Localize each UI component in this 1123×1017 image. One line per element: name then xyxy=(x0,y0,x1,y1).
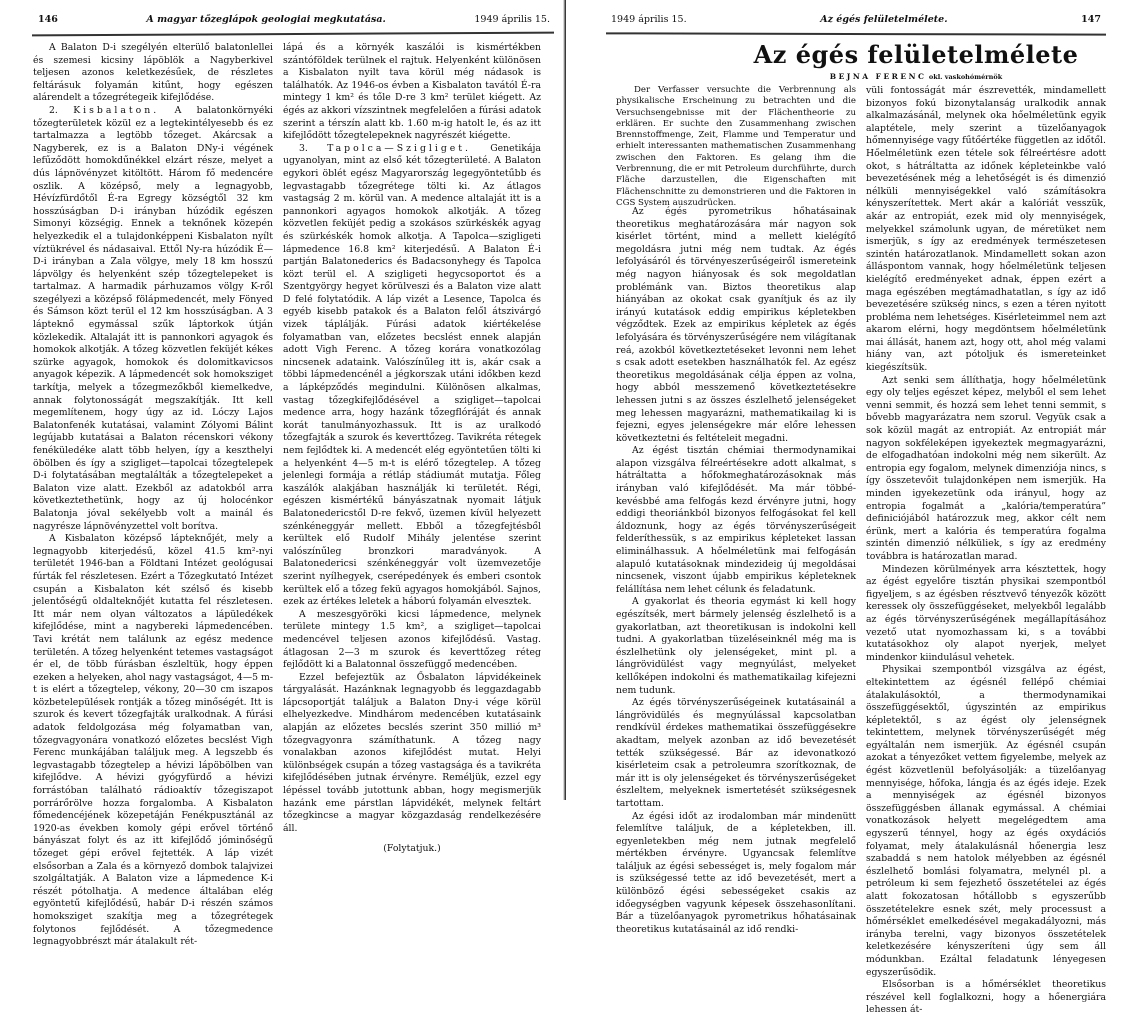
right-running-title: Az égés felületelmélete. xyxy=(820,14,948,25)
author-name: BEJNA FERENC xyxy=(829,72,927,81)
right-page xyxy=(566,0,1123,1016)
section-heading: Kisbalaton. xyxy=(73,104,160,116)
section-number: 3. xyxy=(299,142,308,154)
article-title: Az égés felületelmélete xyxy=(753,40,1079,69)
right-column-1 xyxy=(616,206,856,936)
right-column-2 xyxy=(866,85,1106,1017)
left-page-number: 146 xyxy=(38,14,58,25)
paragraph: Azt senki sem állíthatja, hogy hőelméletünk egy oly teljes egészet képez, melyből el sem lehet venni semmit, és hozzá sem lehet tenni semmit, s bővebb magyarázatra nem szorul. Vegyük csak a sok közül magát az entropiát. Az entropiát már nagyon sokféleképen igyekeztek megmagyarázni, de elfogadhatóan indokolni még nem sikerült. Az entropia egy fogalom, melynek dimenziója nincs, s így összetevőit tulajdonképen nem ismerjük. Ha minden igyekezetünk oda irányul, hogy az entropia fogalmát a „kalória/temperatúra” definiciójából határozzuk meg, akkor célt nem érünk, mert a kalória és temperatúra fogalma szintén dimenzió nélküliek, s így az eredmény továbbra is határozatlan marad. xyxy=(866,374,1106,562)
byline xyxy=(736,72,1096,81)
german-abstract xyxy=(616,85,856,209)
paragraph: A gyakorlat és theoria egymást ki kell hogy egészítsék, mert bármely jelenség észlelhető is a gyakorlatban, azt theoretikusan is indokolni kell tudni. A gyakorlatban tüzeléseinknél még ma is észlelhetünk oly jelenségeket, mint pl. a lángrövidülést vagy megnyúlást, melyeket kellőképen indokolni és mathematikailag kifejezni nem tudunk. xyxy=(616,596,856,696)
paragraph: Az égési időt az irodalomban már mindenütt felemlítve találjuk, de a képletekben, ill. egyenletekben még nem jutnak megfelelő mértékben érvényre. Ugyancsak felemlítve találjuk az égési sebességet is, mely fogalom már is szükségessé tette az idő bevezetését, mert a különböző égési sebességeket csakis az időegységben vagyunk képesek összehasonlítani. Bár a tüzelőanyagok pyrometrikus hőhatásainak theoretikus kutatásainál az idő rendki- xyxy=(616,810,856,935)
section-text: Genetikája ugyanolyan, mint az első két tőzegterületé. A Balaton egykori öblét egész Magyarország legegyöntetűbb és legvastagabb tőzegrétege tölti ki. Az átlagos vastagság 2 m. körül van. A medence altalaját itt is a pannonkori agyagos homokok alkotják. A tőzeg közvetlen feküjét pedig a szokásos szürkéskék agyag és szürkéskék homok alkotja. A Tapolca—szigligeti lápmedence 16.8 km² kiterjedésű. A Balaton É-i partján Balatonederics és Badacsonyhegy és Tapolca közt terül el. A szigligeti hegycsoportot és a Szentgyörgy hegyet körülveszi és a Balaton vize alatt D felé folytatódik. A láp vizét a Lesence, Tapolca és egyéb kisebb patakok és a Balaton felől átszivárgó vizek táplálják. Fúrási adatok kiértékelése folyamatban van, előzetes becslést ennek alapján adott Vigh Ferenc. A tőzeg korára vonatkozólag nincsenek adataink. Valószínűleg itt is, akár csak a többi lápmedencénél a jégkorszak utáni időkben kezd a lápképződés megindulni. Különösen alkalmas, vastag tőzegkifejlődésével a szigliget—tapolcai medence arra, hogy hazánk tőzegflóráját és annak korát tanulmányozhassuk. Itt is az uralkodó tőzegfajták a szurok és keverttőzeg. Tavikréta rétegek nem fejlődtek ki. A medencét elég egyöntetűen tölti ki a helyenként 4—5 m-t is elérő tőzegtelep. A tőzeg jelenlegi formája a rétláp stádiumát mutatja. Főleg kaszálók alakjában használják ki területét. Régi, egészen kismértékű bányászatnak nyomait látjuk Balatonedericstől D-re fekvő, üzemen kívül helyezett szénkéneggyár mellett. Ebből a tőzegfejtésből kerültek elő Rudolf Mihály jelentése szerint valószínűleg bronzkori maradványok. A Balatonedericsi szénkéneggyár volt üzemvezetője szerint nyílhegyek, cserépedények és emberi csontok kerültek elő a tőzeg fekü agyagos homokjából. Sajnos, ezek az értékes leletek a háború folyamán elvesztek. xyxy=(283,142,541,608)
left-header-rule xyxy=(32,32,554,37)
paragraph: Ezzel befejeztük az Ősbalaton lápvidékeinek tárgyalását. Hazánknak legnagyobb és leggazdagabb lápcsoportját találjuk a Balaton Dny-i vége körül elhelyezkedve. Mindhárom medencében kutatásaink alapján az előzetes becslés szerint 350 millió m³ tőzegvagyonra számíthatunk. A tőzeg nagy vonalakban azonos kifejlődést mutat. Helyi különbségek csupán a tőzeg vastagsága és a tavikréta kifejlődésében jutnak érvényre. Reméljük, ezzel egy lépéssel tovább jutottunk abban, hogy megismerjük hazánk eme párstlan lápvidékét, melynek feltárt tőzegkincse a magyar közgazdaság rendelkezésére áll. xyxy=(283,671,541,834)
continued-note: (Folytatjuk.) xyxy=(383,843,441,855)
left-running-title: A magyar tőzeglápok geologiai megkutatása. xyxy=(146,14,386,25)
section-number: 2. xyxy=(49,104,58,116)
paragraph: A Kisbalaton középső lápteknőjét, mely a legnagyobb kiterjedésű, közel 41.5 km²-nyi területét 1946-ban a Földtani Intézet geológusai fúrták fel részletesen. Ezért a Tőzegkutató Intézet csupán a Kisbalaton két szélső és kisebb jelentőségű oldalteknőjét kutatta fel részletesen. Itt már nem olyan változatos a lápüledékek kifejlődése, mint a nagybereki lápmedencében. Tavi krétát nem találunk az egész medence területén. A tőzeg helyenként tetemes vastagságot ér el, de több fúrásban észleltük, hogy éppen ezeken a helyeken, ahol nagy vastagságot, 4—5 m-t is elért a tőzegtelep, vékony, 20—30 cm iszapos közbetelepülések rontják a tőzeg minőségét. Itt is szurok és kevert tőzegfajták uralkodnak. A fúrási adatok feldolgozása még folyamatban van, tőzegvagyonára vonatkozó előzetes becslést Vigh Ferenc munkájában találjuk meg. A legszebb és legvastagabb tőzegtelep a hévizi lápöbölben van kifejlődve. A hévizi gyógyfürdő a hévizi forrástóban található rádioaktív tőzegiszapot porrárőrölve hozza forgalomba. A Kisbalaton főmedencéjének közepetáján Fenékpusztánál az 1920-as években komoly gépi erővel történő bányászat folyt és az itt kifejlődő jóminőségű tőzeget gépi erővel fejtették. A láp vizét elsősorban a Zala és a környező dombok talajvizei szolgáltatják. A Balaton vize a lápmedence K-i részét pótolhatja. A medence általában elég egyöntetű kifejlődésű, habár D-i részén számos homoksziget szakítja meg a tőzegrétegek folytonos fejlődését. A tőzegmedence legnagyobbrészt már átalakult rét- xyxy=(33,533,273,948)
paragraph: Az égés törvényszerűségeinek kutatásainál a lángrövidülés és megnyúlással kapcsolatban rendkívül érdekes mathematikai összefüggésekre akadtam, melyek azonban az idő bevezetését tették szükségessé. Bár az idevonatkozó kisérleteim csak a petroleumra szorítkoznak, de már itt is oly jelenségeket és törvényszerűségeket észleltem, melyeknek ismertetését szükségesnek tartottam. xyxy=(616,697,856,809)
paragraph: Mindezen körülmények arra késztettek, hogy az égést egyelőre tisztán physikai szempontból figyeljem, s az égésben résztvevő tényezők között keressek oly összefüggéseket, melyekből legalább az égés törvényszerűségének megállapításához vezető utat nyomozhassam ki, s a további kutatásokhoz oly alapot nyerjek, melyet mindenkor kiindulásul vehetek. xyxy=(866,563,1106,663)
paragraph: lápá és a környék kaszálói is kismértékben szántóföldek terülnek el rajtuk. Helyenként különösen a Kisbalaton nyilt tava körül még nádasok is találhatók. Az 1946-os évben a Kisbalaton tavától É-ra mintegy 1 km² és tőle D-re 3 km² terület kiégett. Az égés az akkori vízszintnek megfelelően a fúrási adatok szerint a térszín alatt kb. 1.60 m-ig hatolt le, és az itt kifejlődött tőzegtelepeknek nagyrészét kiégette. xyxy=(283,42,541,142)
left-page xyxy=(0,0,566,948)
section-text: A balatonkörnyéki tőzegterületek közül ez a legtekintélyesebb és ez tartalmazza a legtöbb tőzeget. Akárcsak a Nagyberek, ez is a Balaton DNy-i végének lefűződött homokdűnékkel elzárt része, melyet a dús lápnövényzet kitöltött. Három fő medencére oszlik. A középső, mely a legnagyobb, Hévízfürdőtől É-ra Egregy községtől 32 km hosszúságban D-i irányban húzódik egészen Simonyi községig. Ennek a teknőnek közepén helyezkedik el a tulajdonképpeni Kisbalaton nyílt víztükrével és nádasaival. Ettől Ny-ra húzódik É—D-i irányban a Zala völgye, mely 18 km hosszú lápvölgy és helyenként szép tőzegtelepeket is tartalmaz. A harmadik párhuzamos völgy K-ről szegélyezi a középső fölápmedencét, mely Fönyed és Sámson közt terül el 12 km hosszúságban. A 3 lápteknő egymással szűk láptorkok útján közlekedik. Altalaját itt is pannonkori agyagok és homokok alkotják. A tőzeg közvetlen feküjét kékes szürke agyagok, homokok és dolomitkavicsos anyagok képezik. A lápmedencét sok homoksziget tarkítja, melyek a tőzegmezőkből kiemelkedve, annak folytonosságát megszakítják. Itt kell megemlítenem, hogy úgy az id. Lóczy Lajos Balatonfenék kutatásai, valamint Zólyomi Bálint legújabb kutatásai a Balaton récenskori vékony fenéküledéke alatt több helyen, így a keszthelyi öbölben és így a szigliget—tapolcai tőzegtelepek D-i folytatásában megtalálták a tőzegtelepeket a Balaton vize alatt. Ezekből az adatokból arra következtethetünk, hogy az új holocénkor Balatonja jóval sekélyebb volt a mainál és nagyrésze lápnövényzettel volt borítva. xyxy=(33,104,273,532)
right-date: 1949 április 15. xyxy=(611,14,687,25)
right-header-rule xyxy=(606,32,1106,35)
paragraph-section-2 xyxy=(33,105,273,533)
left-date: 1949 április 15. xyxy=(474,14,550,25)
paragraph: Az égés pyrometrikus hőhatásainak theoretikus meghatározására már nagyon sok kisérlet történt, mind a mellett kielégítő megoldásra jutni még nem tudtak. Az égés lefolyásáról és törvényeszerűségeiről ismereteink még nagyon hiányosak és sok megoldatlan problémánk van. Biztos theoretikus alap hiányában az okokat csak gyanítjuk és az ily irányú kutatások eddig empirikus képletekben végződtek. Ezek az empirikus képletek az égés lefolyására és törvényszerűségére nem világítanak reá, azokból következtetéseket levonni nem lehet s csak adott esetekben használhatók fel. Az egész theoretikus megoldásának célja éppen az volna, hogy abból messzemenő következtetésekre lehessen jutni s az összes észlelhető jelenségeket meg lehessen magyarázni, mathematikailag ki is fejezni, egyes jelenségekre már előre lehessen következtetni és feltételeit megadni. xyxy=(616,206,856,444)
paragraph: Elsősorban is a hőmérséklet theoretikus részével kell foglalkozni, hogy a hőenergiára lehessen át- xyxy=(866,979,1106,1016)
left-running-head xyxy=(38,14,550,25)
right-running-head xyxy=(611,14,1101,25)
left-column-1 xyxy=(33,42,273,949)
left-column-2 xyxy=(283,42,541,856)
paragraph: vüli fontosságát már észrevették, mindamellett bizonyos fokú bizonytalanság uralkodik annak alkalmazásánál, melynek oka hőelméletünk egyik alaptétele, mely szerint a tüzelőanyagok hőmennyisége vagy fűtőértéke független az időtől. Hőelméletünk ezen tétele sok félreértésre adott okot, s hátráltatta az időnek képleteinkbe való bevezetésének még a lehetőségét is és dimenzió nélküli mennyiségekkel való számításokra kényszerítettek. Mert akár a kalóriát vesszük, akár az entropiát, ezek mid oly mennyiségek, melyekkel számolunk ugyan, de méretüket nem ismerjük, s így az eredmények természetesen szintén határozatlanok. Mindamellett sokan azon álláspontom vannak, hogy hőelméletünk teljesen kielégítő eredményeket adnak, éppen ezért a maga egészében megtámadhatatlan, s így az idő bevezetésére szükség nincs, s ezen a téren nyitott probléma nem lehetséges. Kisérleteimmel nem azt akarom elérni, hogy megdöntsem hőelméletünk mai állását, hanem azt, hogy ott, ahol még valami hiány van, azt pótoljuk és ismereteinket kiegészítsük. xyxy=(866,85,1106,374)
right-page-number: 147 xyxy=(1081,14,1101,25)
author-credential: okl. vaskohómérnök xyxy=(928,73,1003,81)
paragraph-section-3 xyxy=(283,143,541,609)
section-heading: Tapolca—Szigliget. xyxy=(327,142,471,154)
paragraph: Physikai szempontból vizsgálva az égést, eltekintettem az égésnél fellépő chémiai átalakulásoktól, a thermodynamikai összefüggésektől, úgyszintén az empirikus képletektől, s az égést oly jelenségnek tekintettem, melynek törvényszerűségét még egyáltalán nem ismerjük. Az égésnél csupán azokat a tényezőket vettem figyelembe, melyek az égést közvetlenül befolyásolják: a tüzelőanyag mennyisége, hőfoka, lángja és az égés ideje. Ezek a mennyiségek az égésnél bizonyos összefüggésben állanak egymással. A chémiai vonatkozások helyett megelégedtem ama egyszerű ténnyel, hogy az égés oxydációs folyamat, mely átalakulásnál hőenergia lesz szabaddá s nem hatolok mélyebben az égésnél észlelhető bomlási folyamatra, melynél pl. a petróleum ki sem fejezhető összetételei az égés alatt fokozatosan hőtállobb s egyszerűbb összetételekre esnek szét, mely processust a hőmérséklet emelkedésével megakadályozni, más irányba terelni, vagy bizonyos összetételek keletkezésére kényszeríteni úgy sem áll módunkban. Ezáltal feladatunk lényegesen egyszerűsödik. xyxy=(866,664,1106,978)
paragraph: A meszesgyöröki kicsi lápmedence, melynek területe mintegy 1.5 km², a szigliget—tapolcai medencével teljesen azonos kifejlődésű. Vastag. átlagosan 2—3 m szurok és keverttőzeg réteg fejlődött ki a Balatonnal összefüggő medencében. xyxy=(283,608,541,671)
paragraph: Az égést tisztán chémiai thermodynamikai alapon vizsgálva félreértésekre adott alkalmat, s hátráltatta a hőfokmeghatározásoknak más irányban való kifejlődését. Ma már többé-kevésbbé ama felfogás kezd érvényre jutni, hogy eddigi theoriánkból bizonyos felfogásokat fel kell áldoznunk, hogy az égés törvényszerűségeit felderíthessük, s az empirikus képleteket lassan eliminálhassuk. A hőelméletünk mai felfogásán alapuló kutatásoknak mindezideig új megoldásai nincsenek, viszont újabb empirikus képleteknek felállítása nem lehet célunk és feladatunk. xyxy=(616,445,856,595)
abstract-text: Der Verfasser versuchte die Verbrennung als physikalische Erscheinung zu betrachten und die Versuchsengebnisse mit der Flächentheorie zu erklären. Er suchte den Zusammenhang zwischen Brennstoffmenge, Zeit, Flamme und Temperatur und erhielt interessanten mathematischen Zusammenhang zwischen den Faktoren. Es gelang ihm die Verbrennung, die er mit Petroleum durchführte, durch Fläche darzustellen, die Eigenschaften mit Flächenschnitte zu demonstrieren und die Faktoren in CGS System auszudrücken. xyxy=(616,85,856,208)
paragraph: A Balaton D-i szegélyén elterülő balatonlellei és szemesi kicsiny lápöblök a Nagyberkivel teljesen azonos keletkezésűek, de részletes feltárásuk folyamán kitűnt, hogy egészen alárendelt a tőzegrétegeik kifejlődése. xyxy=(33,42,273,104)
